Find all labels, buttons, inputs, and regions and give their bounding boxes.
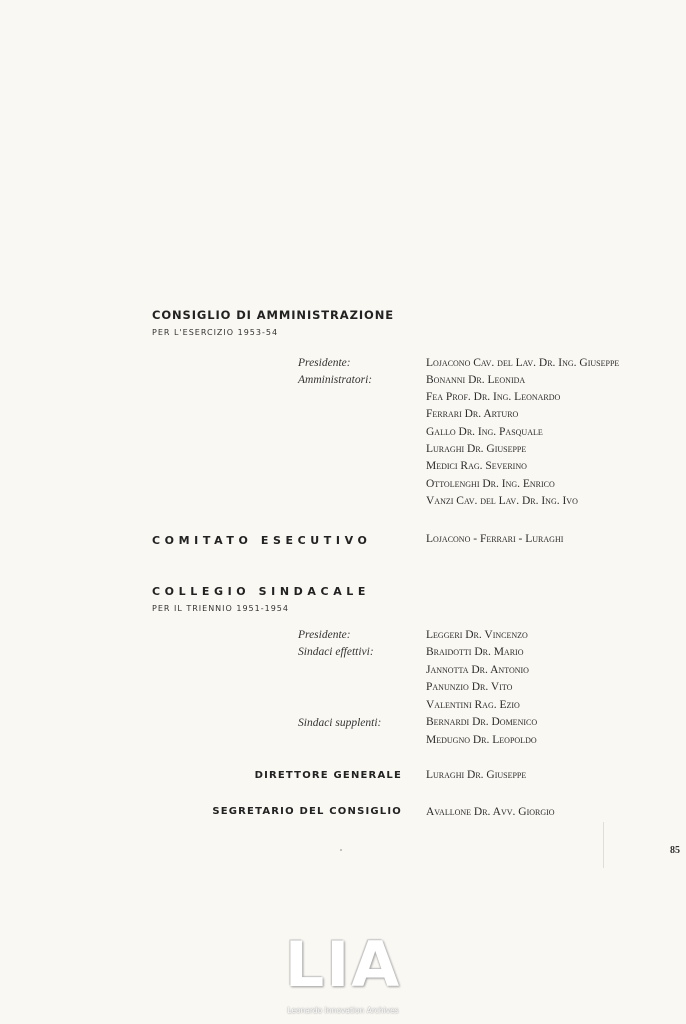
consiglio-name: Bonanni Dr. Leonida xyxy=(426,374,526,386)
consiglio-name: Vanzi Cav. del Lav. Dr. Ing. Ivo xyxy=(426,495,578,507)
lia-logo-subtitle: Leonardo Innovation Archives xyxy=(287,1006,399,1015)
collegio-name: Leggeri Dr. Vincenzo xyxy=(426,629,528,641)
consiglio-name: Ferrari Dr. Arturo xyxy=(426,408,519,420)
segretario-title: SEGRETARIO DEL CONSIGLIO xyxy=(212,806,402,817)
collegio-name: Medugno Dr. Leopoldo xyxy=(426,734,537,746)
role-amministratori: Amministratori: xyxy=(298,374,373,386)
direttore-name: Luraghi Dr. Giuseppe xyxy=(426,769,527,781)
consiglio-name: Medici Rag. Severino xyxy=(426,460,527,472)
role-presidente-collegio: Presidente: xyxy=(298,629,351,641)
consiglio-name: Ottolenghi Dr. Ing. Enrico xyxy=(426,478,555,490)
consiglio-name: Fea Prof. Dr. Ing. Leonardo xyxy=(426,391,561,403)
collegio-subtitle: PER IL TRIENNIO 1951-1954 xyxy=(152,604,289,613)
collegio-name: Panunzio Dr. Vito xyxy=(426,681,513,693)
role-sindaci-supplenti: Sindaci supplenti: xyxy=(298,717,382,729)
consiglio-subtitle: PER L'ESERCIZIO 1953-54 xyxy=(152,328,279,337)
lia-logo-text: LIA xyxy=(284,928,402,1001)
collegio-title: COLLEGIO SINDACALE xyxy=(152,585,371,598)
consiglio-name: Lojacono Cav. del Lav. Dr. Ing. Giuseppe xyxy=(426,357,620,369)
lia-watermark-logo xyxy=(278,928,408,1024)
consiglio-name: Luraghi Dr. Giuseppe xyxy=(426,443,527,455)
collegio-name: Jannotta Dr. Antonio xyxy=(426,664,529,676)
collegio-name: Valentini Rag. Ezio xyxy=(426,699,520,711)
comitato-title: COMITATO ESECUTIVO xyxy=(152,534,372,547)
comitato-members: Lojacono - Ferrari - Luraghi xyxy=(426,533,564,545)
collegio-name: Bernardi Dr. Domenico xyxy=(426,716,538,728)
page-number: 85 xyxy=(670,845,680,856)
scan-speck xyxy=(340,849,342,851)
consiglio-title: CONSIGLIO DI AMMINISTRAZIONE xyxy=(152,308,394,322)
consiglio-name: Gallo Dr. Ing. Pasquale xyxy=(426,426,543,438)
scan-speck xyxy=(603,822,604,868)
collegio-name: Braidotti Dr. Mario xyxy=(426,646,524,658)
segretario-name: Avallone Dr. Avv. Giorgio xyxy=(426,806,555,818)
direttore-title: DIRETTORE GENERALE xyxy=(254,770,402,781)
role-sindaci-effettivi: Sindaci effettivi: xyxy=(298,646,374,658)
role-presidente: Presidente: xyxy=(298,357,351,369)
